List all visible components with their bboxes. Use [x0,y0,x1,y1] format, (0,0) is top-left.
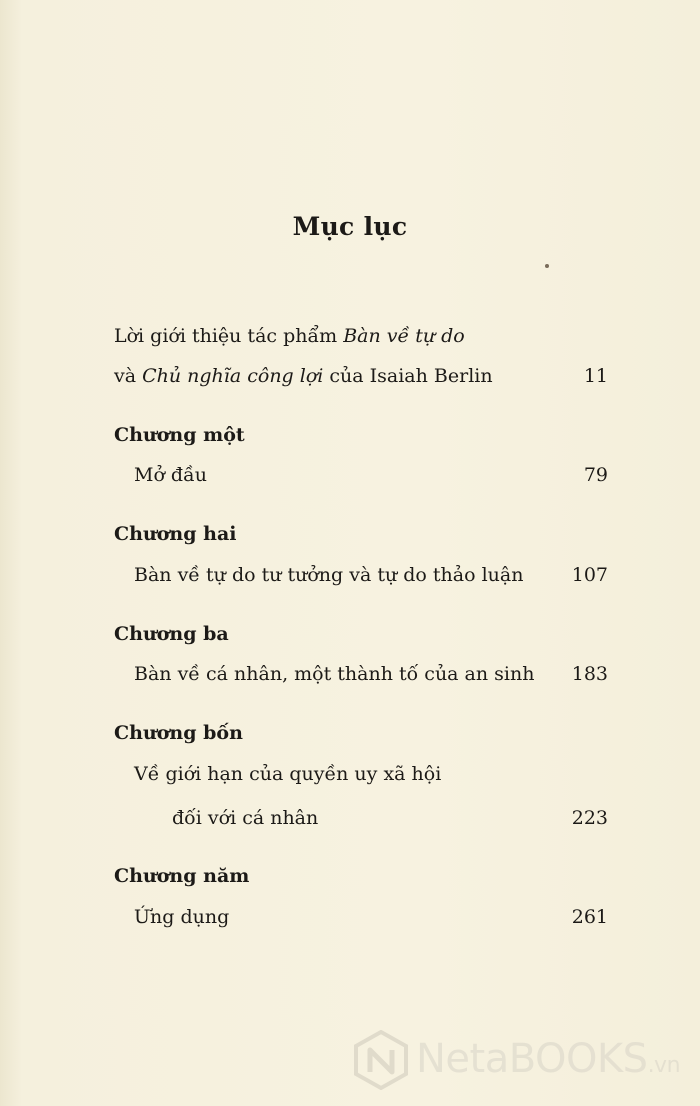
chapter-heading: Chương bốn [114,722,243,744]
intro-book-title-1: Bàn về tự do [343,325,465,347]
watermark-logo [350,1028,690,1092]
watermark-brand: NetaBOOKS [416,1036,648,1082]
chapter-entry: Mở đầu [134,464,207,486]
chapter-entry: Bàn về cá nhân, một thành tố của an sinh [134,663,535,685]
intro-page-number: 11 [583,365,608,387]
chapter-page-number: 261 [571,906,608,928]
show-through-decoration [160,282,172,322]
netabooks-logo-icon [352,1030,410,1090]
intro-line-2 [114,364,493,388]
watermark-suffix: .vn [647,1053,681,1078]
chapter-heading: Chương hai [114,523,237,545]
intro-line-1 [114,324,465,348]
page-title: Mục lục [292,212,408,241]
chapter-heading: Chương năm [114,865,250,887]
chapter-entry-line-2: đối với cá nhân [172,807,319,829]
chapter-entry-line-1: Về giới hạn của quyền uy xã hội [134,763,442,785]
chapter-entry: Bàn về tự do tư tưởng và tự do thảo luận [134,564,524,586]
chapter-page-number: 107 [571,564,608,586]
intro-text: Lời giới thiệu tác phẩm [114,325,344,347]
chapter-entry: Ứng dụng [134,906,230,928]
paper-speck [545,264,549,268]
intro-text: của Isaiah Berlin [323,365,493,387]
chapter-heading: Chương ba [114,623,229,645]
chapter-page-number: 79 [583,464,608,486]
chapter-page-number: 183 [571,663,608,685]
intro-book-title-2: Chủ nghĩa công lợi [142,365,324,387]
chapter-page-number: 223 [571,807,608,829]
chapter-heading: Chương một [114,424,245,446]
watermark-text [416,1036,680,1082]
intro-text: và [114,365,143,387]
